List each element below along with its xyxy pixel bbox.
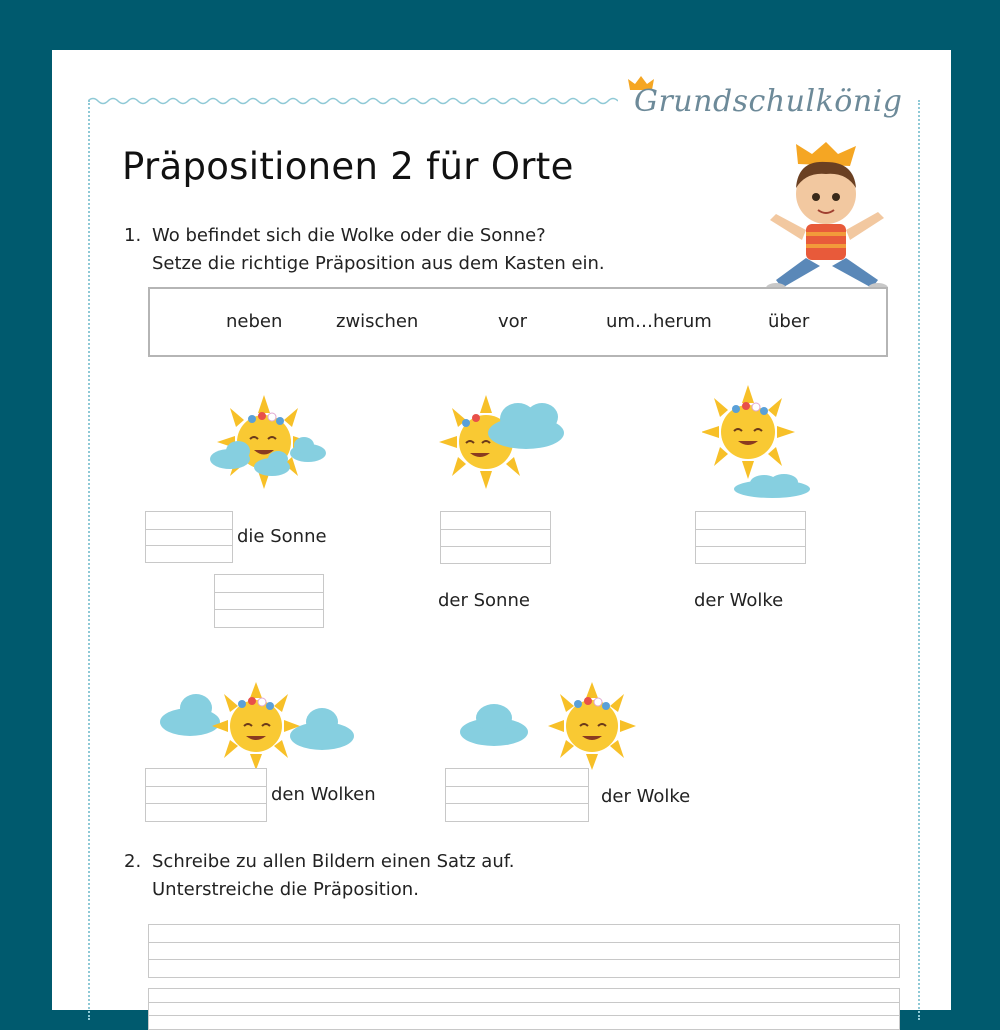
writing-lines-2[interactable]: [148, 988, 900, 1030]
exercise-2-label: der Sonne: [438, 590, 530, 611]
boy-illustration: [762, 142, 892, 302]
exercise-4-label: den Wolken: [271, 784, 376, 805]
word-bank-item: über: [768, 311, 810, 332]
word-bank: [148, 287, 888, 357]
sun-with-clouds-around: [208, 395, 328, 490]
sun-next-to-cloud: [458, 682, 643, 772]
page-title: Präpositionen 2 für Orte: [122, 145, 574, 188]
worksheet-page: [52, 50, 951, 1010]
exercise-5-label: der Wolke: [601, 786, 691, 807]
sun-between-clouds: [158, 682, 358, 772]
answer-blank-2[interactable]: [440, 511, 551, 564]
cloud-icon: [488, 403, 564, 449]
task-1-number: 1.: [124, 225, 142, 246]
task-2-line1: Schreibe zu allen Bildern einen Satz auf.: [152, 851, 515, 872]
task-1-line2: Setze die richtige Präposition aus dem Kasten ein.: [152, 253, 605, 274]
exercise-3-label: der Wolke: [694, 590, 784, 611]
answer-blank-3[interactable]: [695, 511, 806, 564]
cloud-icon: [460, 704, 528, 746]
writing-lines-1[interactable]: [148, 924, 900, 978]
word-bank-item: vor: [498, 311, 528, 332]
answer-blank-1[interactable]: [145, 511, 233, 563]
answer-blank-1b[interactable]: [214, 574, 324, 628]
brand-logo: Grundschulkönig: [634, 84, 903, 119]
task-1-line1: Wo befindet sich die Wolke oder die Sonne?: [152, 225, 546, 246]
sun-icon: [212, 682, 300, 770]
word-bank-item: um…herum: [606, 311, 712, 332]
sun-above-cloud: [702, 385, 817, 500]
task-2-number: 2.: [124, 851, 142, 872]
cloud-in-front-of-sun: [436, 395, 571, 490]
cloud-icon: [734, 474, 810, 498]
answer-blank-5[interactable]: [445, 768, 589, 822]
task-1: [124, 222, 605, 278]
task-2: [124, 848, 515, 904]
word-bank-item: neben: [226, 311, 283, 332]
exercise-1-label: die Sonne: [237, 526, 327, 547]
sun-icon: [548, 682, 636, 770]
sun-icon: [702, 385, 795, 479]
task-2-line2: Unterstreiche die Präposition.: [152, 879, 419, 900]
answer-blank-4[interactable]: [145, 768, 267, 822]
word-bank-item: zwischen: [336, 311, 419, 332]
